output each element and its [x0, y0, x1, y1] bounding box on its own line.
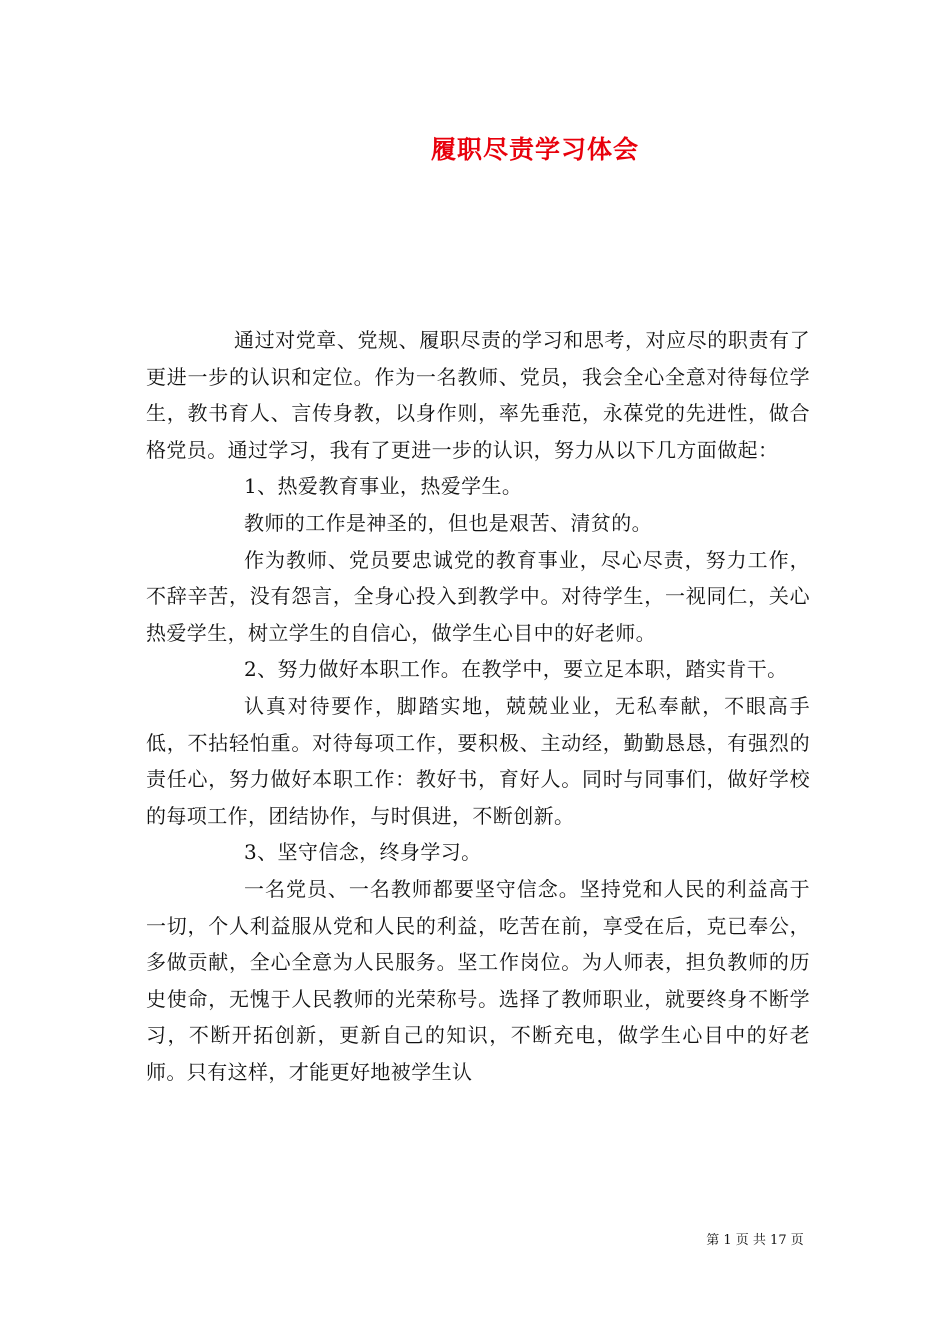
page-number-footer: 第 1 页 共 17 页	[706, 1233, 804, 1248]
intro-paragraph: 通过对党章、党规、履职尽责的学习和思考，对应尽的职责有了更进一步的认识和定位。作为一名教师、党员，我会全心全意对待每位学生，教书育人、言传身教，以身作则，率先垂范，永葆党的先进性，做合格党员。通过学习，我有了更进一步的认识，努力从以下几方面做起：	[146, 328, 810, 462]
section-3-paragraph-1: 一名党员、一名教师都要坚守信念。坚持党和人民的利益高于一切，个人利益服从党和人民的利益，吃苦在前，享受在后，克已奉公，多做贡献，全心全意为人民服务。坚工作岗位。为人师表，担负教师的历史使命，无愧于人民教师的光荣称号。选择了教师职业，就要终身不断学习，不断开拓创新，更新自己的知识，不断充电，做学生心目中的好老师。只有这样，才能更好地被学生认	[146, 876, 810, 1084]
section-1-paragraph-2: 作为教师、党员要忠诚党的教育事业，尽心尽责，努力工作，不辞辛苦，没有怨言，全身心投入到教学中。对待学生，一视同仁，关心热爱学生，树立学生的自信心，做学生心目中的好老师。	[146, 547, 810, 645]
section-2-paragraph-1: 认真对待要作，脚踏实地，兢兢业业，无私奉献，不眼高手低，不拈轻怕重。对待每项工作，要积极、主动经，勤勤恳恳，有强烈的责任心，努力做好本职工作：教好书，育好人。同时与同事们，做好学校的每项工作，团结协作，与时俱进，不断创新。	[146, 693, 810, 828]
section-heading-1: 1、热爱教育事业，热爱学生。	[244, 474, 523, 499]
document-title: 履职尽责学习体会	[430, 135, 639, 164]
section-heading-2: 2、努力做好本职工作。在教学中，要立足本职，踏实肯干。	[244, 657, 788, 682]
section-heading-3: 3、坚守信念，终身学习。	[244, 840, 482, 865]
document-body	[146, 322, 810, 1090]
section-1-paragraph-1: 教师的工作是神圣的，但也是艰苦、清贫的。	[244, 510, 652, 535]
